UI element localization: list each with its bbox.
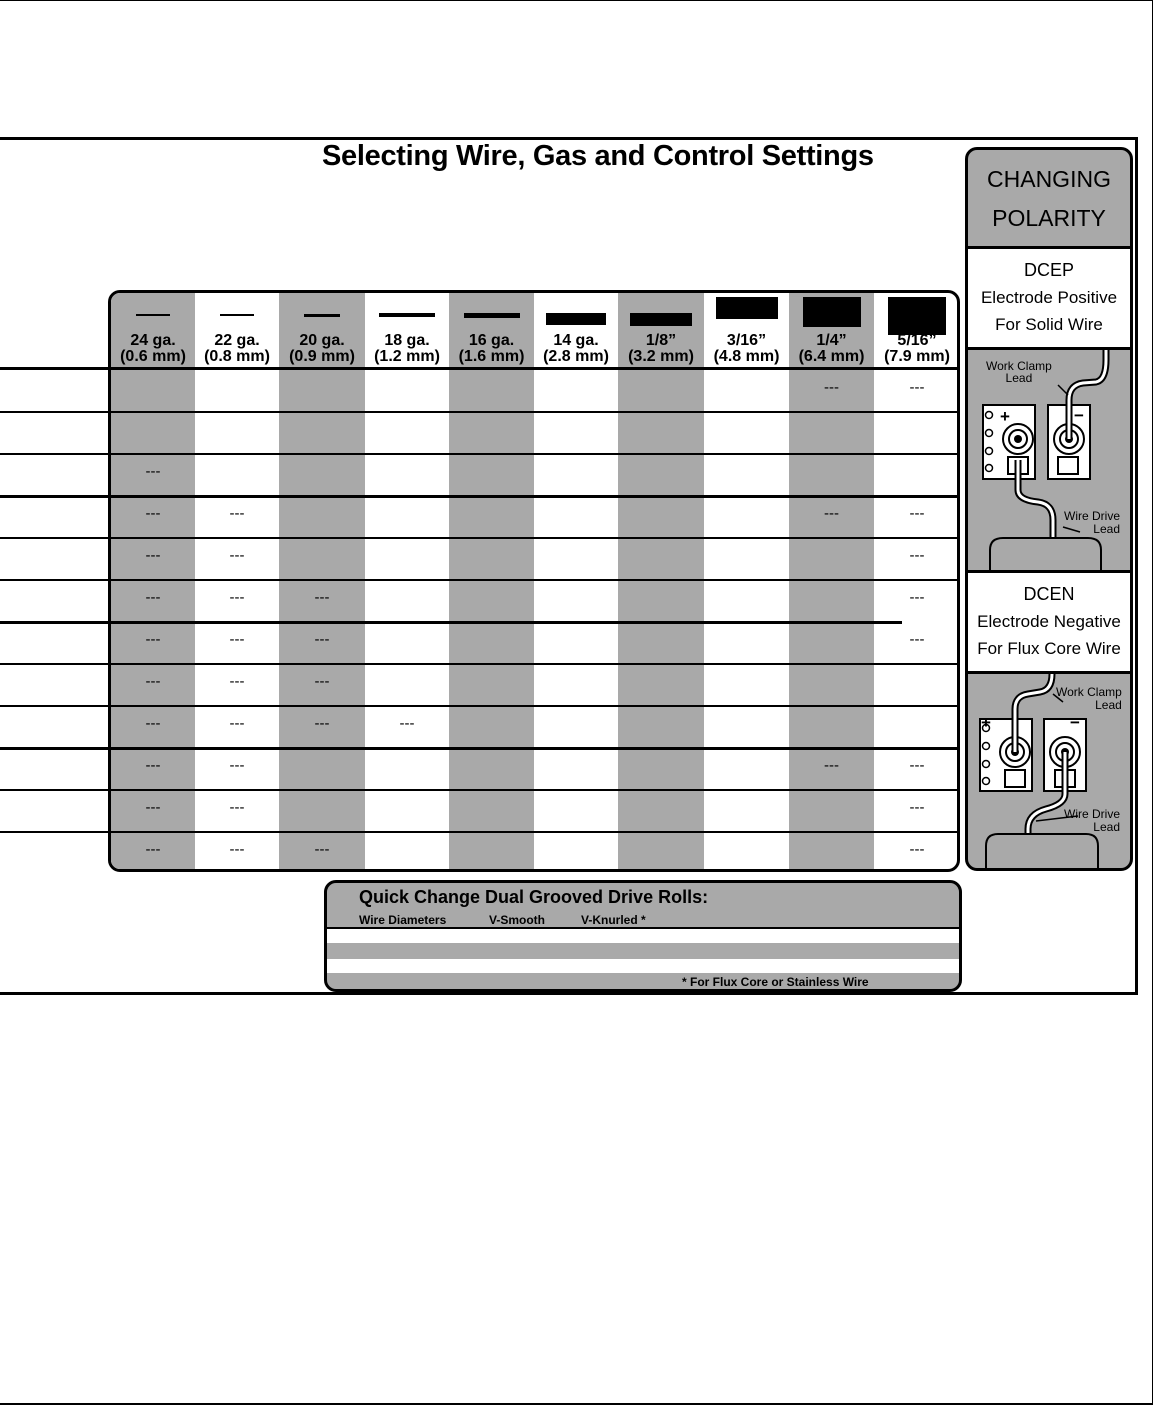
gauge-label: 1/8”	[645, 332, 677, 349]
wire-thickness-swatch	[464, 313, 520, 318]
table-cell: ---	[229, 715, 245, 732]
column-shade	[618, 293, 704, 869]
row-divider	[0, 621, 110, 624]
label-line: Lead	[1005, 371, 1033, 385]
table-cell: ---	[909, 757, 925, 774]
table-cell: ---	[145, 715, 161, 732]
polarity-heading-line2: POLARITY	[992, 205, 1106, 231]
row-divider	[0, 789, 110, 791]
row-divider	[111, 663, 957, 665]
row-divider	[111, 579, 957, 581]
page-border	[0, 0, 1153, 1]
column-header	[449, 333, 534, 365]
changing-polarity-panel	[965, 147, 1133, 871]
row-divider	[111, 537, 957, 539]
row-divider	[111, 789, 957, 791]
dcen-line2: For Flux Core Wire	[977, 639, 1121, 658]
gauge-label: 1/4”	[816, 332, 847, 349]
dcep-clamp-label	[986, 360, 1052, 384]
drive-rolls-title: Quick Change Dual Grooved Drive Rolls:	[359, 887, 709, 907]
column-header	[279, 333, 365, 365]
wire-thickness-swatch	[379, 313, 435, 317]
dcep-minus-sign: −	[1074, 406, 1084, 425]
row-divider	[0, 663, 110, 665]
column-header	[874, 333, 960, 365]
row-divider	[0, 453, 110, 455]
metric-label: (0.8 mm)	[204, 348, 270, 365]
table-cell: ---	[229, 841, 245, 858]
row-divider	[111, 621, 902, 624]
label-line: Lead	[1093, 820, 1120, 834]
row-divider	[0, 495, 110, 498]
col-v-knurled: V-Knurled *	[581, 913, 646, 927]
dcep-title: DCEP	[1023, 260, 1074, 280]
metric-label: (0.6 mm)	[120, 348, 186, 365]
table-cell: ---	[145, 547, 161, 564]
metric-label: (0.9 mm)	[289, 348, 355, 365]
column-shade	[449, 293, 534, 869]
gauge-label: 20 ga.	[299, 332, 345, 349]
row-divider	[0, 831, 110, 833]
metric-label: (7.9 mm)	[884, 348, 950, 365]
row-divider	[0, 367, 110, 370]
dcen-minus-sign: −	[1070, 713, 1080, 732]
dcen-line1: Electrode Negative	[977, 612, 1121, 631]
table-cell: ---	[909, 379, 925, 396]
table-cell: ---	[314, 841, 330, 858]
row-divider	[0, 747, 110, 750]
table-cell: ---	[824, 757, 839, 774]
table-cell: ---	[229, 757, 245, 774]
gauge-label: 18 ga.	[384, 332, 430, 349]
column-header	[365, 333, 449, 365]
dcen-title: DCEN	[1023, 584, 1075, 604]
col-v-smooth: V-Smooth	[489, 913, 545, 927]
table-cell: ---	[909, 547, 925, 564]
metric-label: (1.2 mm)	[374, 348, 440, 365]
dcen-drive-label	[1064, 808, 1120, 834]
dcep-box	[968, 246, 1130, 350]
dcen-plus-sign: +	[981, 713, 991, 732]
label-line: Wire Drive	[1064, 509, 1120, 523]
row-divider	[111, 453, 957, 455]
label-line: Work Clamp	[1056, 685, 1122, 699]
col-wire-diameters: Wire Diameters	[359, 913, 447, 927]
table-cell: ---	[314, 715, 330, 732]
table-cell: ---	[909, 505, 925, 522]
table-cell: ---	[145, 631, 161, 648]
metric-label: (4.8 mm)	[713, 348, 780, 365]
settings-table	[108, 290, 960, 872]
column-header	[534, 333, 618, 365]
row-divider	[111, 367, 957, 370]
wire-thickness-swatch	[546, 313, 606, 325]
drive-rolls-footnote: * For Flux Core or Stainless Wire	[682, 975, 869, 989]
dcen-box	[968, 570, 1130, 674]
dcep-line2: For Solid Wire	[995, 315, 1103, 334]
table-cell: ---	[229, 673, 245, 690]
row-divider	[111, 411, 957, 413]
table-cell: ---	[824, 505, 839, 522]
wire-thickness-swatch	[304, 314, 340, 317]
column-header	[704, 333, 789, 365]
polarity-heading-line1: CHANGING	[987, 166, 1111, 192]
metric-label: (1.6 mm)	[458, 348, 525, 365]
row-divider	[111, 705, 957, 707]
row-divider	[0, 579, 110, 581]
drive-rolls-panel	[324, 880, 962, 992]
label-line: Wire Drive	[1064, 807, 1120, 821]
table-cell: ---	[909, 631, 925, 648]
column-shade	[111, 293, 195, 869]
drive-row	[327, 929, 959, 943]
label-line: Lead	[1093, 522, 1120, 536]
wire-thickness-swatch	[803, 297, 861, 327]
wire-thickness-swatch	[716, 297, 778, 319]
row-divider	[0, 537, 110, 539]
dcep-drive-label	[1064, 510, 1120, 536]
table-cell: ---	[229, 589, 245, 606]
gauge-label: 3/16”	[726, 332, 767, 349]
wire-thickness-swatch	[220, 314, 254, 316]
table-cell: ---	[145, 841, 161, 858]
table-cell: ---	[314, 673, 330, 690]
table-cell: ---	[314, 631, 330, 648]
gauge-label: 24 ga.	[130, 332, 176, 349]
column-header	[195, 333, 279, 365]
metric-label: (3.2 mm)	[628, 348, 694, 365]
dcen-clamp-label	[1056, 686, 1122, 712]
gauge-label: 5/16”	[897, 332, 937, 349]
label-line: Lead	[1095, 698, 1122, 712]
table-cell: ---	[229, 505, 245, 522]
table-cell: ---	[314, 589, 330, 606]
table-cell: ---	[145, 505, 161, 522]
table-cell: ---	[229, 631, 245, 648]
column-header	[618, 333, 704, 365]
row-divider	[111, 747, 957, 750]
row-divider	[111, 495, 957, 498]
table-cell: ---	[824, 379, 839, 396]
metric-label: (2.8 mm)	[543, 348, 609, 365]
row-divider	[0, 705, 110, 707]
gauge-label: 22 ga.	[214, 332, 260, 349]
dcep-plus-sign: +	[1000, 407, 1010, 426]
table-cell: ---	[229, 547, 245, 564]
page-title: Selecting Wire, Gas and Control Settings	[322, 140, 874, 172]
metric-label: (6.4 mm)	[798, 348, 865, 365]
table-cell: ---	[909, 799, 925, 816]
table-cell: ---	[909, 589, 925, 606]
table-cell: ---	[145, 799, 161, 816]
table-cell: ---	[399, 715, 415, 732]
table-cell: ---	[145, 589, 161, 606]
table-cell: ---	[145, 757, 161, 774]
wire-thickness-swatch	[888, 297, 946, 335]
gauge-label: 14 ga.	[553, 332, 599, 349]
row-divider	[111, 831, 957, 833]
wire-thickness-swatch	[630, 313, 692, 326]
drive-row	[327, 959, 959, 973]
gauge-label: 16 ga.	[468, 332, 515, 349]
wire-thickness-swatch	[136, 314, 170, 316]
row-divider	[0, 411, 110, 413]
column-shade	[279, 293, 365, 869]
label-line: Work Clamp	[986, 359, 1052, 373]
polarity-heading	[968, 160, 1130, 238]
table-cell: ---	[145, 673, 161, 690]
column-header	[789, 333, 874, 365]
column-header	[111, 333, 195, 365]
table-cell: ---	[909, 841, 925, 858]
table-cell: ---	[229, 799, 245, 816]
table-cell: ---	[145, 463, 161, 480]
dcep-line1: Electrode Positive	[980, 288, 1118, 307]
